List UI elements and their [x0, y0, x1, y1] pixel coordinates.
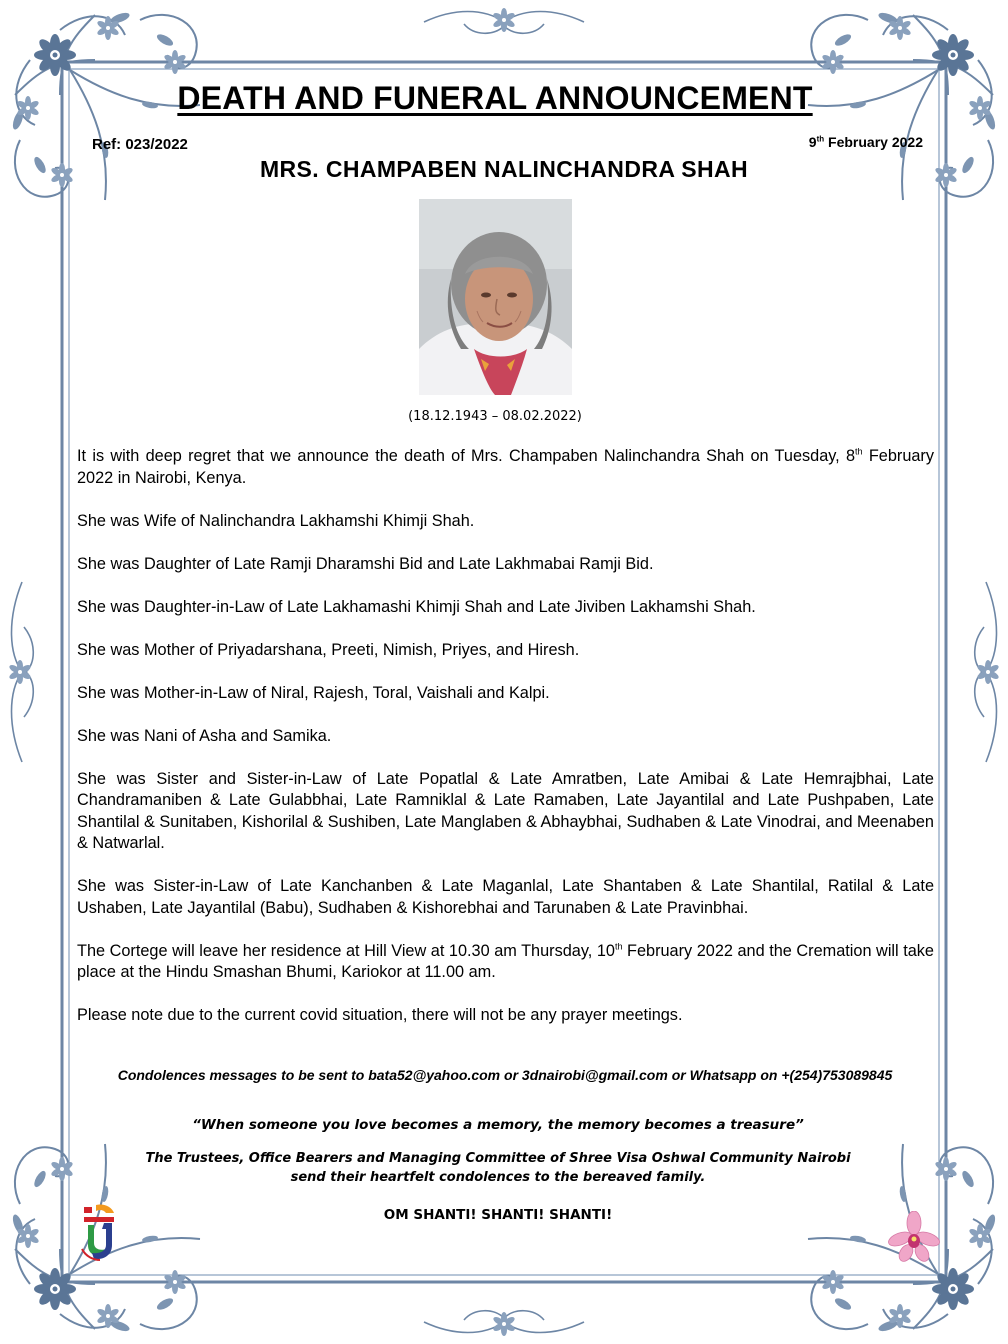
paragraph-death-notice — [77, 446, 934, 489]
paragraph-daughter-in-law: She was Daughter-in-Law of Late Lakhamashi Khimji Shah and Late Jiviben Lakhamshi Shah. — [77, 597, 756, 616]
trustees-message-line-1: The Trustees, Office Bearers and Managing Committee of Shree Visa Oshwal Community Nairobi — [145, 1151, 851, 1166]
paragraph-mother-in-law: She was Mother-in-Law of Niral, Rajesh, Toral, Vaishali and Kalpi. — [77, 683, 550, 702]
paragraph-text: The Cortege will leave her residence at Hill View at 10.30 am Thursday, 10 — [77, 941, 615, 960]
announcement-body — [77, 446, 934, 1048]
paragraph-covid-note: Please note due to the current covid situation, there will not be any prayer meetings. — [77, 1006, 683, 1024]
portrait-photo — [419, 199, 572, 395]
paragraph-sister: She was Sister and Sister-in-Law of Late Popatlal & Late Amratben, Late Amibai & Late Hemrajbhai, Late Chandramaniben & Late Gulabbhai, Late Ramniklal & Late Ramaben, Late Jayantilal and Late Pushpaben, Late Shantilal & Sunitaben, Kishorilal & Sushiben, Late Manglaben & Abhaybhai, Sudhaben & Late Vinodrai, and Meenaben & Natwarlal. — [77, 769, 934, 852]
paragraph-daughter: She was Daughter of Late Ramji Dharamshi Bid and Late Lakhmabai Ramji Bid. — [77, 554, 654, 573]
condolences-contact: Condolences messages to be sent to bata52@yahoo.com or 3dnairobi@gmail.com or Whatsapp on +(254)753089845 — [117, 1067, 893, 1083]
announcement-date — [809, 134, 923, 150]
memorial-quote: “When someone you love becomes a memory, the memory becomes a treasure” — [192, 1117, 804, 1133]
paragraph-text: February 2022 in Nairobi, Kenya. — [77, 447, 934, 487]
paragraph-wife: She was Wife of Nalinchandra Lakhamshi Khimji Shah. — [77, 511, 475, 530]
paragraph-nani: She was Nani of Asha and Samika. — [77, 726, 332, 745]
date-day: 9 — [808, 134, 817, 150]
date-month-year: February 2022 — [824, 134, 923, 150]
orchid-flower-icon — [888, 1211, 940, 1263]
trustees-message-line-2: send their heartfelt condolences to the bereaved family. — [290, 1170, 706, 1185]
paragraph-mother: She was Mother of Priyadarshana, Preeti, Nimish, Priyes, and Hiresh. — [77, 640, 580, 659]
paragraph-cortege — [77, 941, 934, 984]
ordinal-suffix: th — [855, 446, 863, 457]
page-title: DEATH AND FUNERAL ANNOUNCEMENT — [177, 80, 813, 116]
paragraph-text: February 2022 and the Cremation will take place at the Hindu Smashan Bhumi, Kariokor at 11.00 am. — [77, 941, 934, 981]
om-shanti: OM SHANTI! SHANTI! SHANTI! — [383, 1207, 613, 1223]
paragraph-text: It is with deep regret that we announce the death of Mrs. Champaben Nalinchandra Shah on Tuesday, 8 — [77, 447, 856, 465]
paragraph-sister-in-law: She was Sister-in-Law of Late Kanchanben & Late Maganlal, Late Shantaben & Late Shantilal, Ratilal & Late Ushaben, Late Jayantilal (Babu), Sudhaben & Kishorebhai and Tarunaben & Late Pravinbhai. — [77, 877, 934, 917]
deceased-name: MRS. CHAMPABEN NALINCHANDRA SHAH — [259, 156, 749, 182]
date-suffix: th — [816, 134, 825, 144]
ordinal-suffix: th — [614, 941, 623, 952]
life-dates: (18.12.1943 – 08.02.2022) — [408, 409, 582, 424]
community-logo-icon — [78, 1203, 120, 1261]
reference-number: Ref: 023/2022 — [92, 136, 188, 153]
